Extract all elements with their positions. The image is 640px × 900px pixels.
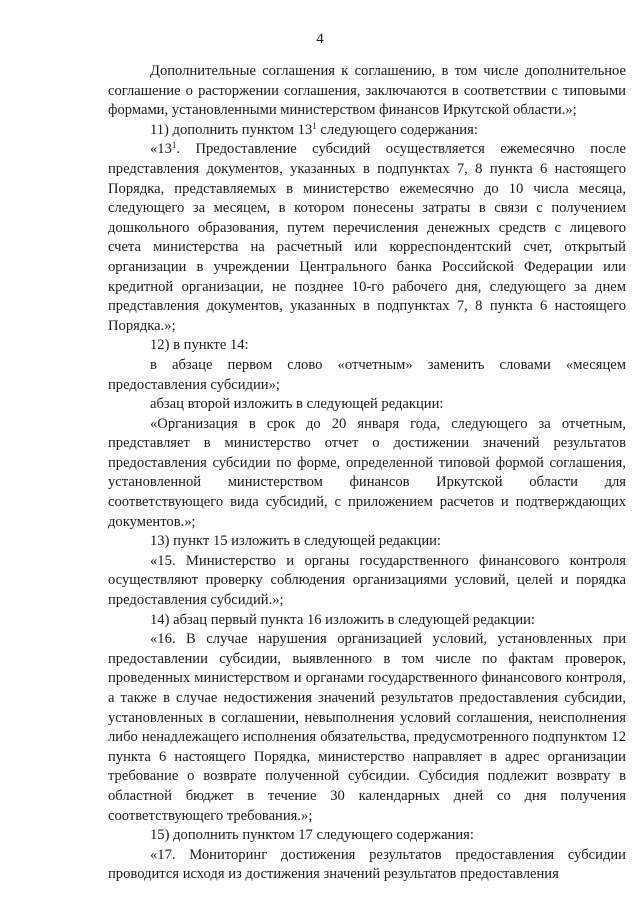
- paragraph-item-12: 12) в пункте 14:: [150, 337, 249, 354]
- paragraph-point-13-1: «$13^1$. Предоставление субсидий осуществляется ежемесячно после представления документов, указанных в подпунктах 7, 8 пункта 6 настоящего Порядка, представляемых в министерство ежемесячно до 10 числа месяца, следующего за месяцем, в котором понесены затраты в связи с получением дошкольного образования, путем перечисления денежных средств с лицевого счета министерства на расчетный или корреспондентский счет, открытый организации в учреждении Центрального банка Российской Федерации или кредитной организации, не позднее 10-го рабочего дня, следующего за днем представления документов, указанных в подпунктах 7, 8 пункта 6 настоящего Порядка.»;: [108, 140, 626, 334]
- paragraph-item-13: 13) пункт 15 изложить в следующей редакции:: [150, 533, 441, 550]
- paragraph-first-abzac-change: в абзаце первом слово «отчетным» заменить словами «месяцем предоставления субсидии»;: [108, 356, 626, 393]
- paragraph-report-deadline: «Организация в срок до 20 января года, следующего за отчетным, представляет в министерство отчет о достижении значений результатов предоставления субсидии по форме, определенной типовой формой соглашения, установленной министерством финансов Иркутской области для соответствующего вида субсидий, с приложением расчетов и подтверждающих документов.»;: [108, 415, 626, 530]
- page-number: 4: [316, 31, 324, 47]
- paragraph-item-14: 14) абзац первый пункта 16 изложить в следующей редакции:: [150, 611, 535, 628]
- paragraph-point-15: «15. Министерство и органы государственного финансового контроля осуществляют проверку соблюдения организациями условий, целей и порядка предоставления субсидий.»;: [108, 552, 626, 609]
- paragraph-second-abzac-intro: абзац второй изложить в следующей редакции:: [150, 396, 444, 413]
- paragraph-agreements-note: Дополнительные соглашения к соглашению, в том числе дополнительное соглашение о расторжении соглашения, заключаются в соответствии с типовыми формами, установленными министерством финансов Иркутской области.»;: [108, 63, 626, 119]
- paragraph-item-11: 11) дополнить пунктом $13^1$ следующего содержания:: [150, 120, 478, 138]
- paragraph-point-16: «16. В случае нарушения организацией условий, установленных при предоставлении субсидии, выявленного в том числе по фактам проверок, проведенных министерством и органами государственного финансового контроля, а также в случае недостижения значений результатов предоставления субсидии, установленных в соглашении, невыполнения условий соглашения, неисполнения либо ненадлежащего исполнения обязательства, предусмотренного подпунктом 12 пункта 6 настоящего Порядка, министерство направляет в адрес организации требование о возврате полученной субсидии. Субсидия подлежит возврату в областной бюджет в течение 30 календарных дней со дня получения соответствующего требования.»;: [108, 631, 626, 824]
- paragraph-item-15: 15) дополнить пунктом 17 следующего содержания:: [150, 827, 474, 844]
- document-body: [108, 62, 626, 885]
- paragraph-point-17: «17. Мониторинг достижения результатов предоставления субсидии проводится исходя из достижения значений результатов предоставления: [108, 846, 626, 883]
